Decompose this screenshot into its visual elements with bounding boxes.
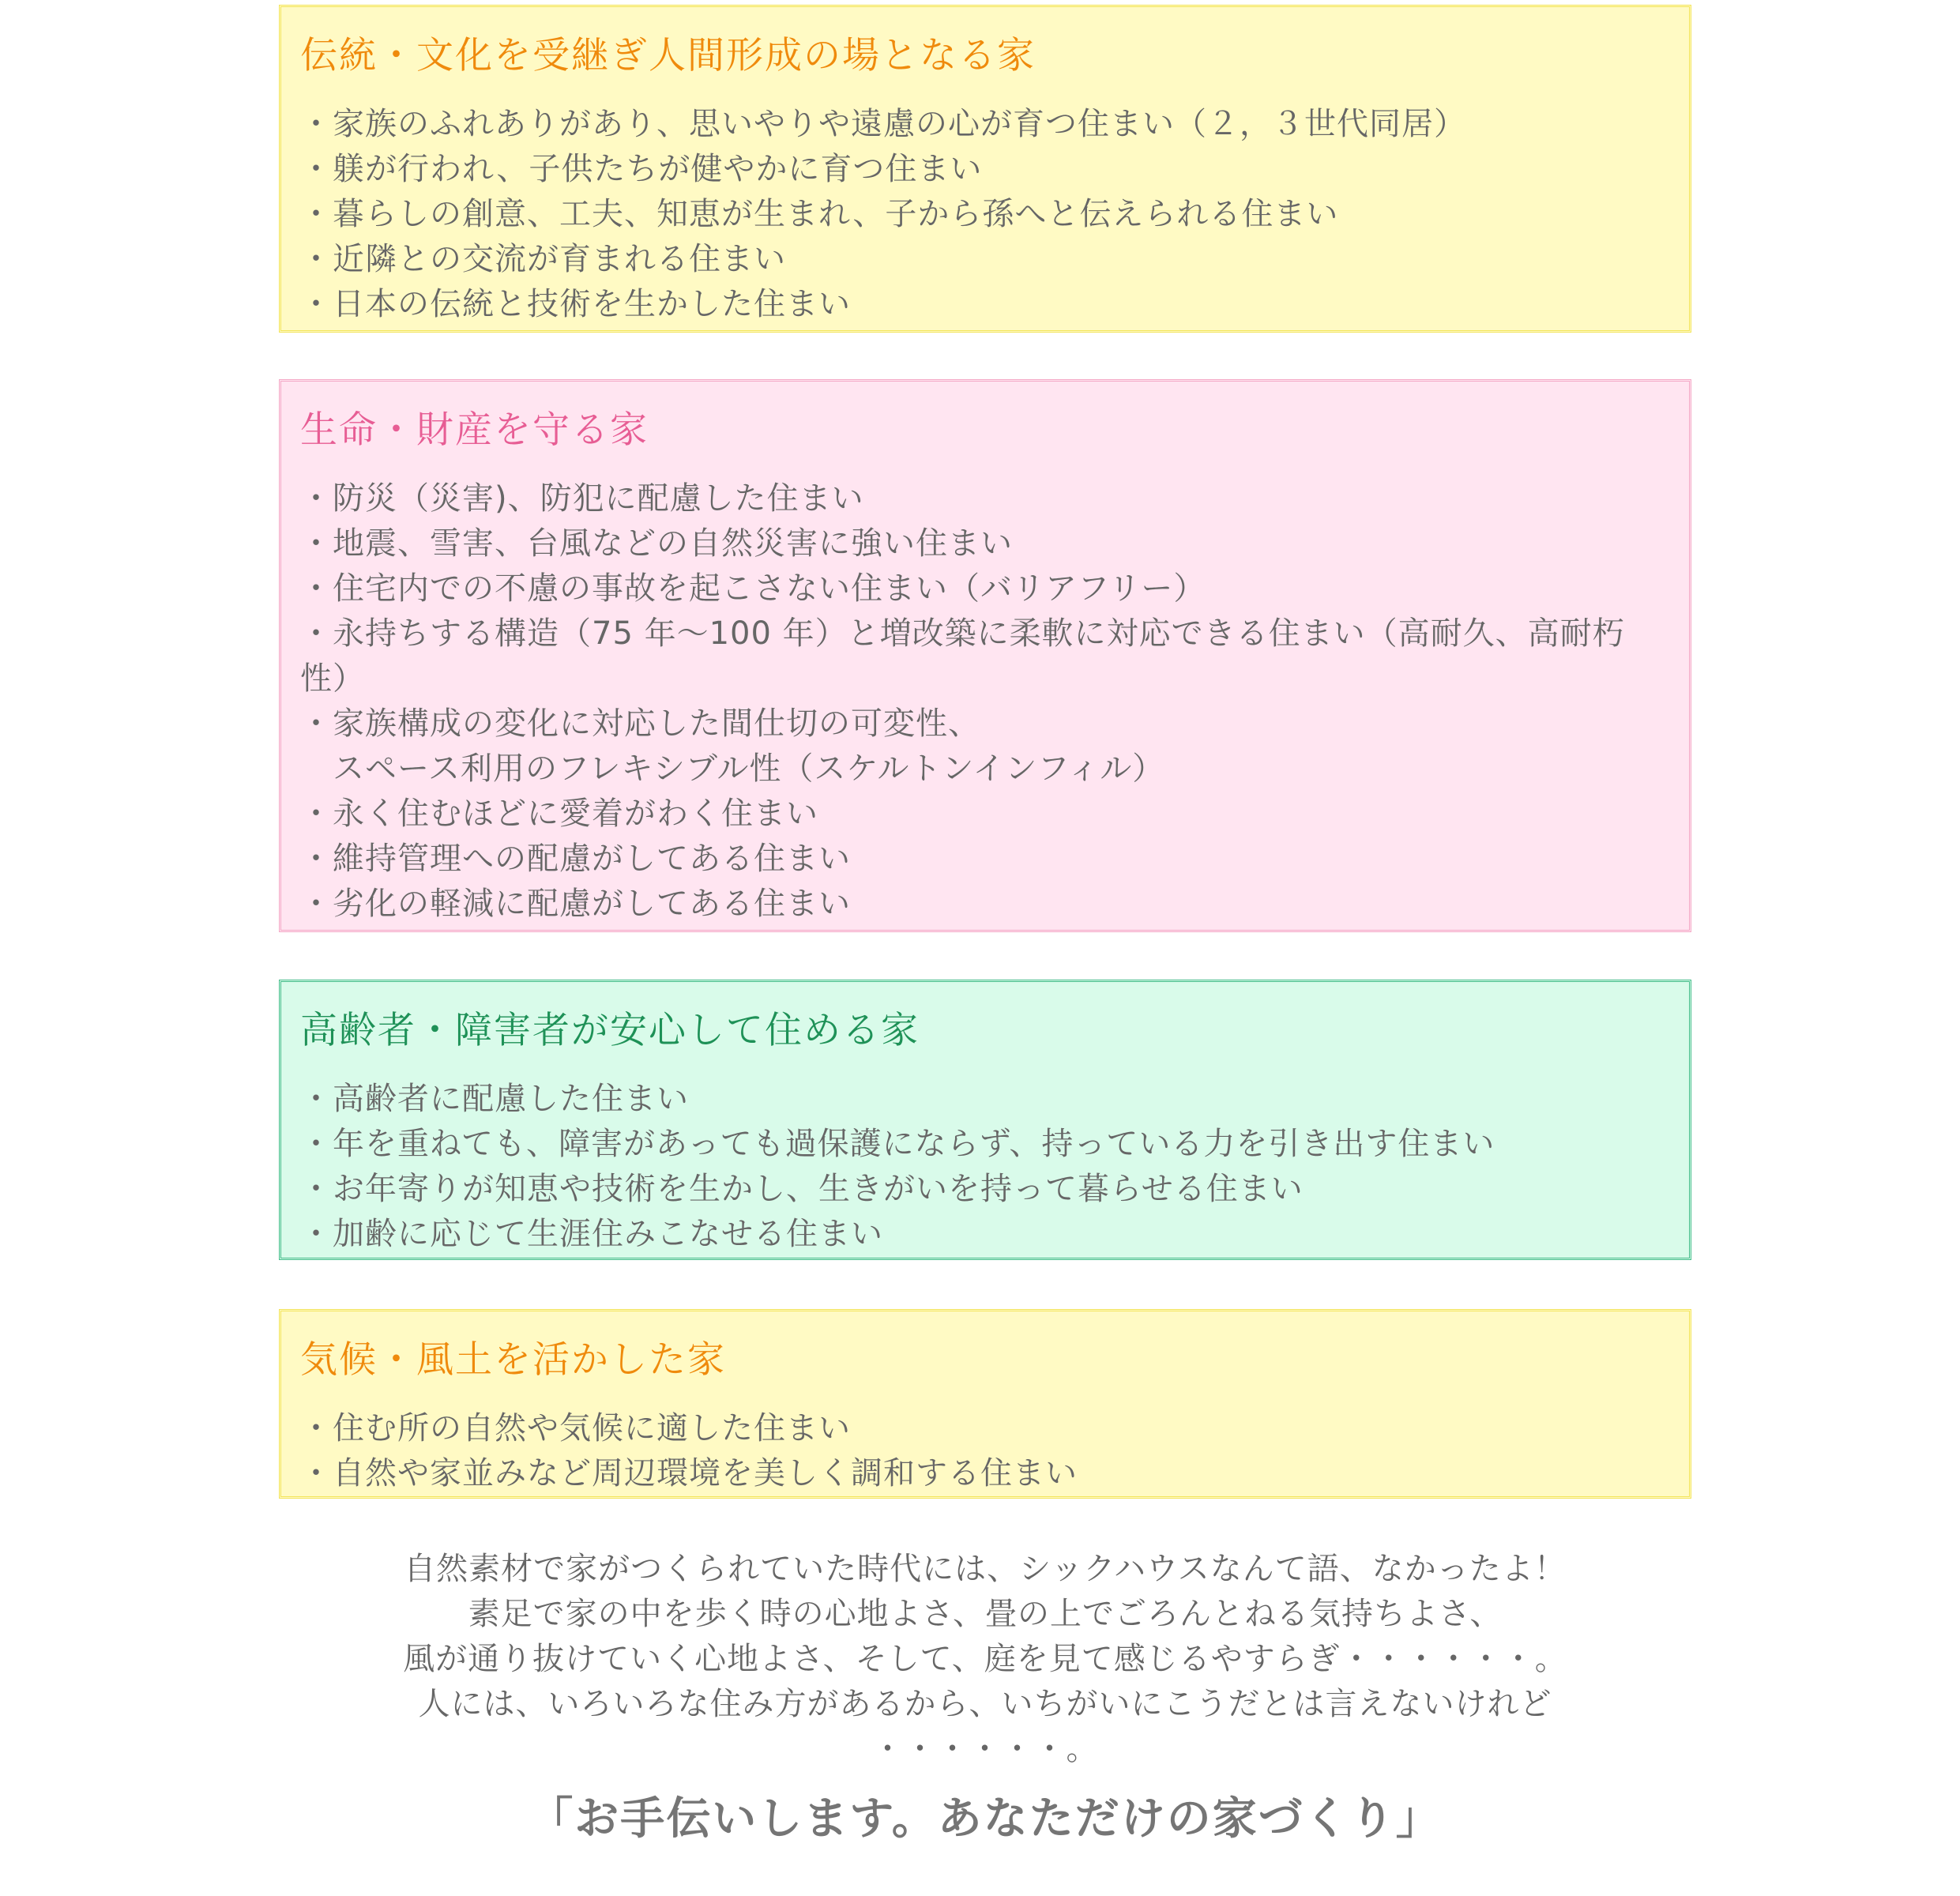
item-list	[300, 1406, 1670, 1496]
closing-line: 人には、いろいろな住み方があるから、いちがいにこうだとは言えないけれど	[418, 1686, 1552, 1722]
section-title: 気候・風土を活かした家	[300, 1338, 726, 1382]
list-item: ・近隣との交流が育まれる住まい	[300, 241, 786, 277]
list-item: ・劣化の軽減に配慮がしてある住まい	[300, 886, 851, 922]
item-list	[300, 1077, 1670, 1257]
list-item: ・家族のふれありがあり、思いやりや遠慮の心が育つ住まい（２，３世代同居）	[300, 106, 1466, 142]
list-item: ・お年寄りが知恵や技術を生かし、生きがいを持って暮らせる住まい	[300, 1171, 1304, 1207]
item-list	[300, 476, 1670, 927]
list-item: ・加齢に応じて生涯住みこなせる住まい	[300, 1216, 883, 1252]
list-item: ・高齢者に配慮した住まい	[300, 1081, 689, 1117]
list-item: ・住宅内での不慮の事故を起こさない住まい（バリアフリー）	[300, 570, 1206, 607]
section-climate-environment	[279, 1309, 1691, 1499]
list-item: ・家族構成の変化に対応した間仕切の可変性、	[300, 705, 980, 742]
section-title: 高齢者・障害者が安心して住める家	[300, 1009, 920, 1052]
section-life-property	[279, 379, 1691, 932]
list-item: ・年を重ねても、障害があっても過保護にならず、持っている力を引き出す住まい	[300, 1126, 1495, 1162]
section-elderly-disabled	[279, 980, 1691, 1260]
list-item: ・地震、雪害、台風などの自然災害に強い住まい	[300, 525, 1013, 562]
list-item: ・日本の伝統と技術を生かした住まい	[300, 286, 851, 322]
list-item: ・維持管理への配慮がしてある住まい	[300, 841, 851, 877]
slogan: 「お手伝いします。あなただけの家づくり」	[529, 1793, 1442, 1845]
closing-line: 素足で家の中を歩く時の心地よさ、畳の上でごろんとねる気持ちよさ、	[468, 1596, 1503, 1632]
list-item: ・住む所の自然や気候に適した住まい	[300, 1410, 851, 1446]
closing-line: 自然素材で家がつくられていた時代には、シックハウスなんて語、なかったよ！	[404, 1551, 1567, 1587]
list-item: ・防災（災害)、防犯に配慮した住まい	[300, 480, 864, 517]
list-item: 性）	[300, 660, 365, 697]
item-list	[300, 102, 1670, 327]
section-title: 生命・財産を守る家	[300, 408, 649, 452]
closing-line: 風が通り抜けていく心地よさ、そして、庭を見て感じるやすらぎ・・・・・・。	[403, 1641, 1567, 1677]
list-item: ・永持ちする構造（75 年～100 年）と増改築に柔軟に対応できる住まい（高耐久、高耐朽	[300, 615, 1625, 652]
list-item: ・自然や家並みなど周辺環境を美しく調和する住まい	[300, 1455, 1078, 1492]
closing-line: ・・・・・・。	[871, 1731, 1099, 1767]
closing-message	[279, 1547, 1691, 1772]
section-tradition-culture	[279, 5, 1691, 333]
list-item: ・永く住むほどに愛着がわく住まい	[300, 796, 818, 832]
list-item: ・暮らしの創意、工夫、知恵が生まれ、子から孫へと伝えられる住まい	[300, 196, 1339, 232]
list-item: ・躾が行われ、子供たちが健やかに育つ住まい	[300, 151, 983, 187]
section-title: 伝統・文化を受継ぎ人間形成の場となる家	[300, 34, 1036, 77]
list-item: スペース利用のフレキシブル性（スケルトンインフィル）	[300, 750, 1165, 787]
